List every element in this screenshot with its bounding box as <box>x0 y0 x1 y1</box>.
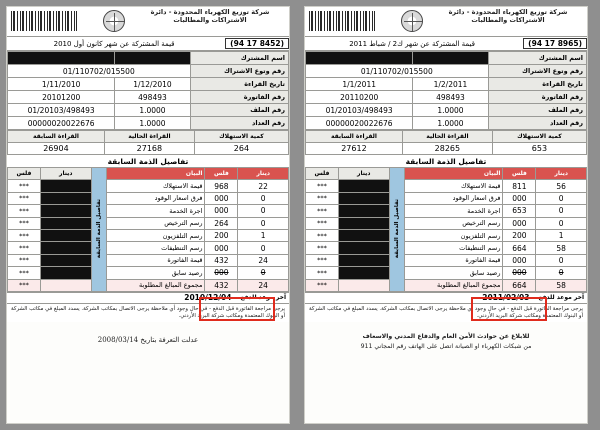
previous-reading: 26904 <box>8 143 105 155</box>
cell-item: قيمة الاستهلاك <box>106 180 205 192</box>
discount: 1.0000 <box>413 117 488 130</box>
invoice-serial: 498493 <box>413 91 488 104</box>
cell-fils: 000 <box>205 242 238 254</box>
cell-fils: 432 <box>205 254 238 266</box>
table-row <box>306 91 587 104</box>
col-header-prev-fils: فلس <box>8 168 41 180</box>
barcode-icon <box>11 11 77 31</box>
table-row <box>8 91 289 104</box>
table-row <box>8 117 289 130</box>
prev-balance-side-label: تفاصيل الذمة السابقة <box>389 168 404 292</box>
col-header-current: القراءة الحالية <box>104 131 194 143</box>
cell-prev-invoice: *** <box>306 180 339 192</box>
billing-period: قيمة المشتركة عن شهر ك2 / شباط 2011 <box>349 39 475 48</box>
handwritten-annotation: عدلت التعرفة بتاريخ 2008/03/14 <box>97 335 199 344</box>
table-row-total <box>306 279 587 291</box>
charges-table-right <box>305 167 587 292</box>
cell-item: رسم التلفزيون <box>404 229 503 241</box>
row-label: رقم وتوع الاشتراك <box>190 65 288 78</box>
cell-item: قيمة الفاتورة <box>106 254 205 266</box>
file-number: 01/20103/498493 <box>8 104 115 117</box>
cell-dinar: 0 <box>536 217 587 229</box>
col-header-previous: القراءة السابقة <box>306 131 403 143</box>
file-number: 01/20103/498493 <box>306 104 413 117</box>
cell-dinar: 1 <box>238 229 289 241</box>
table-row <box>306 52 587 65</box>
account-number: (94 17 8965) <box>523 38 587 49</box>
col-header-prev-dinar: دينار <box>338 168 389 180</box>
table-row-total <box>8 279 289 291</box>
consumption-qty: 653 <box>492 143 586 155</box>
cell-dinar: 0 <box>536 205 587 217</box>
cell-dinar: 0 <box>238 267 289 279</box>
col-header-previous: القراءة السابقة <box>8 131 105 143</box>
col-header-current: القراءة الحالية <box>402 131 492 143</box>
pay-date-label: آخر موعد للدفع <box>240 294 286 302</box>
cell-prev-invoice: *** <box>306 267 339 279</box>
redacted-subscriber-name <box>115 52 190 65</box>
reading-date-to: 1/12/2010 <box>115 78 190 91</box>
cell-dinar: 0 <box>238 205 289 217</box>
subscription-number: 01/110702/015500 <box>306 65 489 78</box>
table-row <box>306 205 587 217</box>
cell-dinar: 1 <box>536 229 587 241</box>
redacted-cell <box>40 217 91 229</box>
cell-item: رسم الترخيص <box>404 217 503 229</box>
table-row <box>8 242 289 254</box>
cell-prev-invoice: *** <box>8 254 41 266</box>
col-header-item: البيان <box>404 168 503 180</box>
cell-prev-invoice: *** <box>306 254 339 266</box>
cell-fils: 200 <box>503 229 536 241</box>
details-title: تفاصيل الذمة السابقة <box>7 155 289 167</box>
redacted-cell <box>338 279 389 291</box>
cell-fils: 200 <box>205 229 238 241</box>
row-label: تاريخ القراءة <box>488 78 586 91</box>
table-row <box>306 131 587 143</box>
emergency-line-2: من شبكات الكهرباء او الصيانة اتصل على الهاتف رقم المجاني 911 <box>360 342 532 350</box>
cell-dinar: 58 <box>536 242 587 254</box>
cell-dinar: 0 <box>238 217 289 229</box>
subscription-number: 01/110702/015500 <box>8 65 191 78</box>
redacted-cell <box>40 205 91 217</box>
invoice-serial: 498493 <box>115 91 190 104</box>
cell-prev-invoice: *** <box>8 217 41 229</box>
cell-prev-invoice: *** <box>8 229 41 241</box>
cell-fils: 000 <box>503 267 536 279</box>
subscriber-info-table-right <box>305 51 587 130</box>
cell-fils: 664 <box>503 242 536 254</box>
cell-item: رسم الترخيص <box>106 217 205 229</box>
cell-prev-invoice: *** <box>8 192 41 204</box>
table-row <box>8 229 289 241</box>
prev-balance-side-label: تفاصيل الذمة السابقة <box>91 168 106 292</box>
cell-prev-invoice: *** <box>306 217 339 229</box>
cell-fils: 000 <box>205 192 238 204</box>
subscriber-info-table-left <box>7 51 289 130</box>
cell-prev-invoice: *** <box>306 205 339 217</box>
redacted-cell <box>338 254 389 266</box>
bill-header-left <box>7 7 289 37</box>
redacted-cell <box>40 180 91 192</box>
col-header-fils: فلس <box>205 168 238 180</box>
pay-date-row-right <box>305 292 587 304</box>
total-fils: 432 <box>205 279 238 291</box>
cell-fils: 653 <box>503 205 536 217</box>
row-label: اسم المشترك <box>190 52 288 65</box>
multiplier: 1.0000 <box>115 104 190 117</box>
col-header-fils: فلس <box>503 168 536 180</box>
table-row <box>306 254 587 266</box>
redacted-subscriber-name-2 <box>306 52 413 65</box>
cell-item: اجرة الخدمة <box>106 205 205 217</box>
cell-item: قيمة الفاتورة <box>404 254 503 266</box>
meter-reading-table-left <box>7 130 289 155</box>
pay-date-label: آخر موعد للدفع <box>538 294 584 302</box>
total-label: مجموع المبالغ المطلوبة <box>106 279 205 291</box>
redacted-cell <box>338 180 389 192</box>
table-row <box>8 205 289 217</box>
discount: 1.0000 <box>115 117 190 130</box>
cell-fils: 000 <box>205 267 238 279</box>
cell-fils: 968 <box>205 180 238 192</box>
table-row <box>8 267 289 279</box>
redacted-subscriber-name-2 <box>8 52 115 65</box>
table-row <box>306 217 587 229</box>
cell-dinar: 24 <box>238 254 289 266</box>
multiplier: 1.0000 <box>413 104 488 117</box>
cell-fils: 000 <box>503 192 536 204</box>
pay-date-row-left <box>7 292 289 304</box>
table-row <box>306 104 587 117</box>
cell-prev-invoice: *** <box>8 267 41 279</box>
cell-fils: 264 <box>205 217 238 229</box>
total-dinar: 58 <box>536 279 587 291</box>
cell-item: فرق اسعار الوقود <box>404 192 503 204</box>
col-header-dinar: دينار <box>238 168 289 180</box>
cell-dinar: 0 <box>536 254 587 266</box>
row-label: رقم وتوع الاشتراك <box>488 65 586 78</box>
cell-prev-invoice: *** <box>306 192 339 204</box>
col-header-dinar: دينار <box>536 168 587 180</box>
redacted-cell <box>40 229 91 241</box>
reading-date-from: 1/11/2010 <box>8 78 115 91</box>
cell-prev-invoice: *** <box>8 279 41 291</box>
billing-period: قيمة المشتركة عن شهر كانون أول 2010 <box>53 39 175 48</box>
reading-date-from: 1/1/2011 <box>306 78 413 91</box>
emergency-line-1: للابلاغ عن حوادث الأمن العام والدفاع المدني والاسعاف <box>362 332 530 340</box>
current-reading: 28265 <box>402 143 492 155</box>
table-header-row <box>306 168 587 180</box>
bill-document-left <box>6 6 290 424</box>
cell-item: رصيد سابق <box>106 267 205 279</box>
redacted-subscriber-name <box>413 52 488 65</box>
table-row <box>8 104 289 117</box>
table-row <box>306 192 587 204</box>
redacted-cell <box>338 192 389 204</box>
account-number: (94 17 8452) <box>225 38 289 49</box>
meter-number: 00000020022676 <box>8 117 115 130</box>
cell-prev-invoice: *** <box>8 242 41 254</box>
total-label: مجموع المبالغ المطلوبة <box>404 279 503 291</box>
row-label: رقم الفاتورة <box>488 91 586 104</box>
table-row <box>8 78 289 91</box>
details-title: تفاصيل الذمة السابقة <box>305 155 587 167</box>
col-header-qty: كمية الاستهلاك <box>194 131 288 143</box>
redacted-cell <box>40 242 91 254</box>
table-row <box>306 65 587 78</box>
table-row <box>8 143 289 155</box>
pay-date-value: 2011/02/03 <box>482 293 530 303</box>
current-reading: 27168 <box>104 143 194 155</box>
cell-fils: 000 <box>503 254 536 266</box>
col-header-prev-fils: فلس <box>306 168 339 180</box>
barcode-icon <box>309 11 375 31</box>
total-dinar: 24 <box>238 279 289 291</box>
col-header-prev-dinar: دينار <box>40 168 91 180</box>
table-row <box>306 143 587 155</box>
redacted-cell <box>338 205 389 217</box>
cell-dinar: 0 <box>536 192 587 204</box>
reading-date-to: 1/2/2011 <box>413 78 488 91</box>
bill-note: يرجى مراجعة الفاتورة قبل الدفع - في حال وجود أي ملاحظة يرجى الاتصال بمكاتب الشركة. يسدد المبلغ في مكاتب الشركة أو البنوك المعتمدة ومكاتب شركة البريد الأردني. <box>305 304 587 322</box>
cell-prev-invoice: *** <box>306 229 339 241</box>
cell-dinar: 22 <box>238 180 289 192</box>
cell-prev-invoice: *** <box>8 180 41 192</box>
company-name: شركة توزيع الكهرباء المحدودة - دائرة الاشتراكات والمطالبات <box>448 8 568 24</box>
row-label: رقم الملف <box>488 104 586 117</box>
row-label: تاريخ القراءة <box>190 78 288 91</box>
table-row <box>8 65 289 78</box>
table-header-row <box>8 168 289 180</box>
cell-fils: 000 <box>205 205 238 217</box>
cell-dinar: 56 <box>536 180 587 192</box>
invoice-number: 20101200 <box>8 91 115 104</box>
cell-item: رصيد سابق <box>404 267 503 279</box>
redacted-cell <box>338 229 389 241</box>
company-logo-icon <box>103 10 125 32</box>
table-row <box>306 242 587 254</box>
consumption-qty: 264 <box>194 143 288 155</box>
redacted-cell <box>40 192 91 204</box>
redacted-cell <box>40 279 91 291</box>
row-label: رقم العداد <box>190 117 288 130</box>
cell-prev-invoice: *** <box>306 279 339 291</box>
company-logo-icon <box>401 10 423 32</box>
cell-item: رسم التنظيفات <box>404 242 503 254</box>
table-row <box>8 180 289 192</box>
bill-document-right <box>304 6 588 424</box>
redacted-cell <box>338 217 389 229</box>
total-fils: 664 <box>503 279 536 291</box>
redacted-cell <box>40 267 91 279</box>
row-label: اسم المشترك <box>488 52 586 65</box>
company-name: شركة توزيع الكهرباء المحدودة - دائرة الاشتراكات والمطالبات <box>150 8 270 24</box>
row-label: رقم العداد <box>488 117 586 130</box>
bill-note: يرجى مراجعة الفاتورة قبل الدفع - في حال وجود أي ملاحظة يرجى الاتصال بمكاتب الشركة. يسدد المبلغ في مكاتب الشركة أو البنوك المعتمدة ومكاتب شركة البريد الأردني. <box>7 304 289 322</box>
redacted-cell <box>338 242 389 254</box>
col-header-item: البيان <box>106 168 205 180</box>
cell-fils: 811 <box>503 180 536 192</box>
bill-header-right <box>305 7 587 37</box>
cell-item: اجرة الخدمة <box>404 205 503 217</box>
previous-reading: 27612 <box>306 143 403 155</box>
emergency-footer <box>305 322 587 352</box>
charges-table-left <box>7 167 289 292</box>
cell-dinar: 0 <box>536 267 587 279</box>
table-row <box>306 180 587 192</box>
col-header-qty: كمية الاستهلاك <box>492 131 586 143</box>
table-row <box>8 131 289 143</box>
table-row <box>306 229 587 241</box>
table-row <box>8 254 289 266</box>
cell-item: رسم التلفزيون <box>106 229 205 241</box>
row-label: رقم الفاتورة <box>190 91 288 104</box>
table-row <box>8 52 289 65</box>
table-row <box>8 217 289 229</box>
table-row <box>306 267 587 279</box>
cell-item: رسم التنظيفات <box>106 242 205 254</box>
bill-period-row-right <box>305 37 587 51</box>
table-row <box>306 117 587 130</box>
cell-prev-invoice: *** <box>8 205 41 217</box>
cell-item: فرق اسعار الوقود <box>106 192 205 204</box>
cell-prev-invoice: *** <box>306 242 339 254</box>
pay-date-value: 2010/12/04 <box>184 293 232 303</box>
row-label: رقم الملف <box>190 104 288 117</box>
cell-dinar: 0 <box>238 242 289 254</box>
invoice-number: 20110200 <box>306 91 413 104</box>
meter-reading-table-right <box>305 130 587 155</box>
redacted-cell <box>338 267 389 279</box>
table-row <box>8 192 289 204</box>
cell-fils: 000 <box>503 217 536 229</box>
bill-period-row-left <box>7 37 289 51</box>
table-row <box>306 78 587 91</box>
cell-item: قيمة الاستهلاك <box>404 180 503 192</box>
meter-number: 00000020022676 <box>306 117 413 130</box>
redacted-cell <box>40 254 91 266</box>
cell-dinar: 0 <box>238 192 289 204</box>
